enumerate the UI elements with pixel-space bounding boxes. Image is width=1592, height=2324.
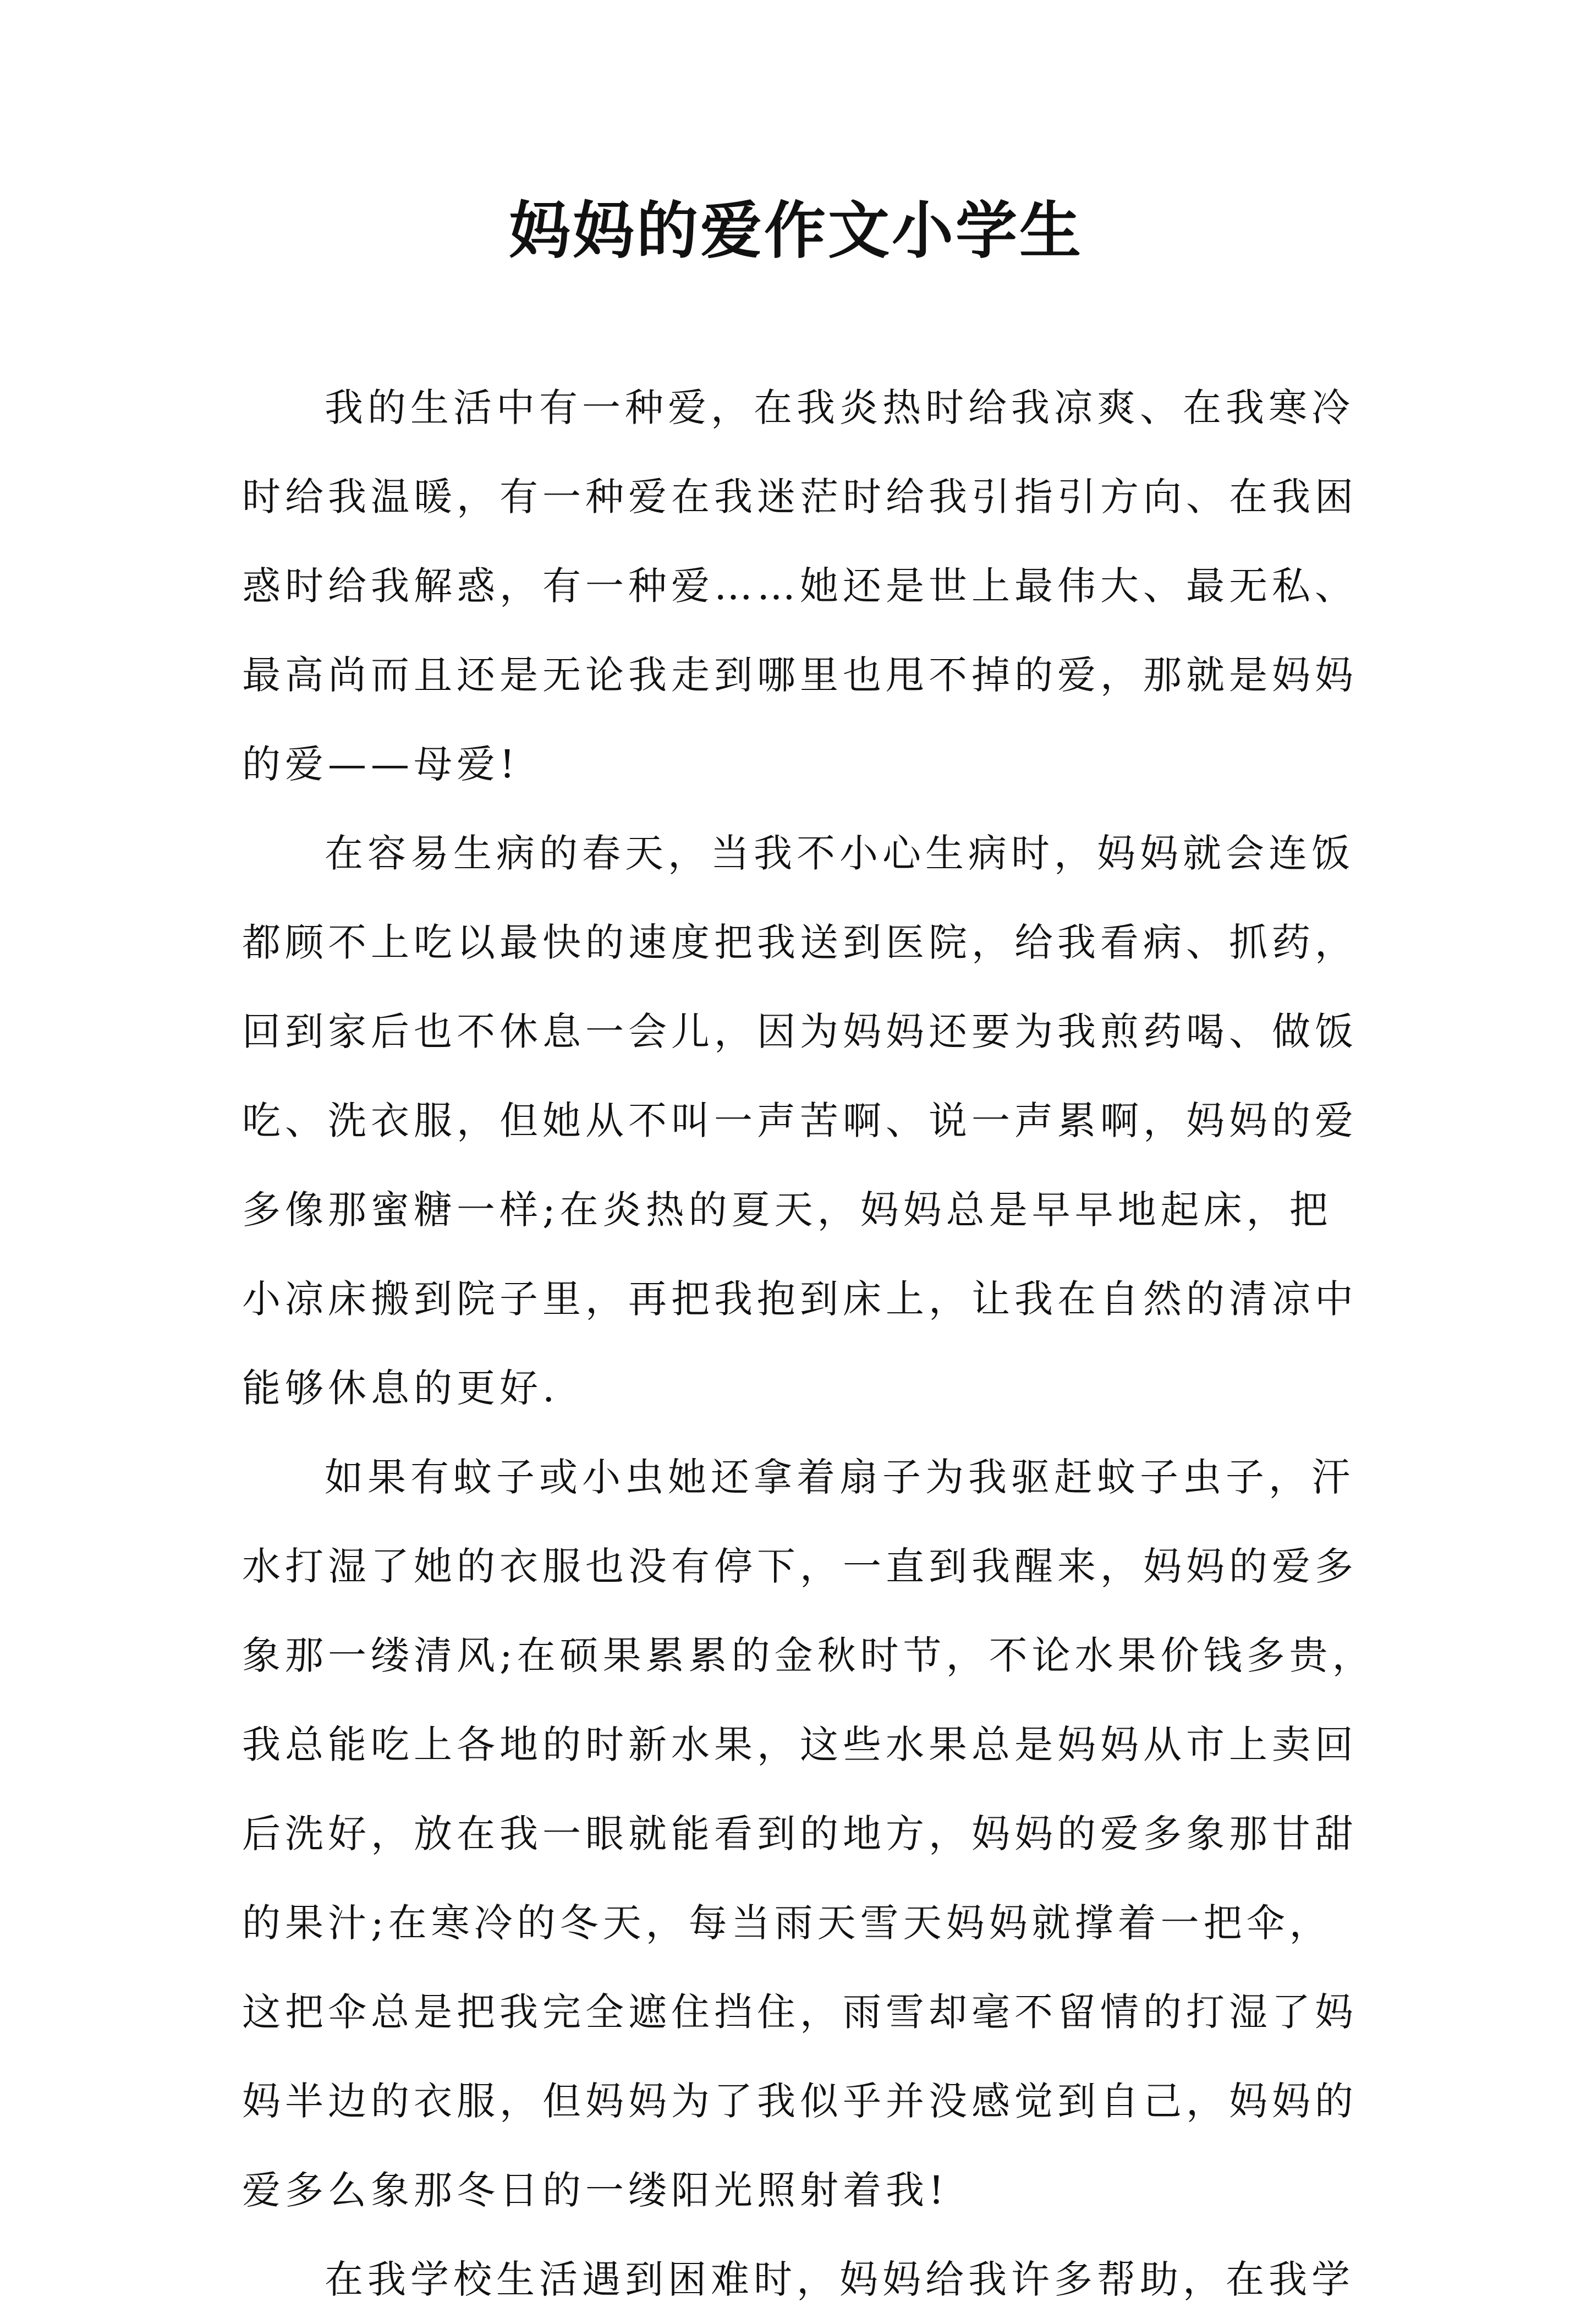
paragraph-line: 如果有蚊子或小虫她还拿着扇子为我驱赶蚊子虫子，汗 [325,1455,1354,1500]
paragraph-line: 爱多么象那冬日的一缕阳光照射着我! [242,2168,949,2213]
paragraph-line: 回到家后也不休息一会儿，因为妈妈还要为我煎药喝、做饭 [242,1009,1358,1054]
paragraph-line: 妈半边的衣服，但妈妈为了我似乎并没感觉到自己，妈妈的 [242,2079,1358,2124]
paragraph-line: 的果汁;在寒冷的冬天，每当雨天雪天妈妈就撑着一把伞， [242,1900,1332,1945]
document-title: 妈妈的爱作文小学生 [509,195,1083,267]
paragraph-line: 我的生活中有一种爱，在我炎热时给我凉爽、在我寒冷 [325,385,1354,430]
paragraph-line: 这把伞总是把我完全遮住挡住，雨雪却毫不留情的打湿了妈 [242,1989,1358,2035]
paragraph-line: 多像那蜜糖一样;在炎热的夏天，妈妈总是早早地起床，把 [242,1187,1332,1232]
paragraph-line: 能够休息的更好. [242,1366,559,1411]
paragraph-line: 都顾不上吃以最快的速度把我送到医院，给我看病、抓药， [242,920,1358,965]
document-body [242,363,1375,2324]
paragraph-line: 惑时给我解惑，有一种爱……她还是世上最伟大、最无私、 [242,563,1358,609]
paragraph-line: 的爱——母爱! [242,742,520,787]
paragraph-line: 最高尚而且还是无论我走到哪里也甩不掉的爱，那就是妈妈 [242,653,1358,698]
paragraph-line: 时给我温暖，有一种爱在我迷茫时给我引指引方向、在我困 [242,474,1358,519]
paragraph-line: 后洗好，放在我一眼就能看到的地方，妈妈的爱多象那甘甜 [242,1811,1358,1856]
paragraph-line: 我总能吃上各地的时新水果，这些水果总是妈妈从市上卖回 [242,1722,1358,1767]
paragraph-line: 小凉床搬到院子里，再把我抱到床上，让我在自然的清凉中 [242,1276,1358,1322]
paragraph-line: 在容易生病的春天，当我不小心生病时，妈妈就会连饭 [325,831,1354,876]
paragraph-line: 水打湿了她的衣服也没有停下，一直到我醒来，妈妈的爱多 [242,1544,1358,1589]
paragraph-line: 吃、洗衣服，但她从不叫一声苦啊、说一声累啊，妈妈的爱 [242,1098,1358,1143]
paragraph-line: 在我学校生活遇到困难时，妈妈给我许多帮助，在我学 [325,2257,1354,2302]
paragraph-line: 象那一缕清风;在硕果累累的金秋时节，不论水果价钱多贵， [242,1633,1375,1678]
